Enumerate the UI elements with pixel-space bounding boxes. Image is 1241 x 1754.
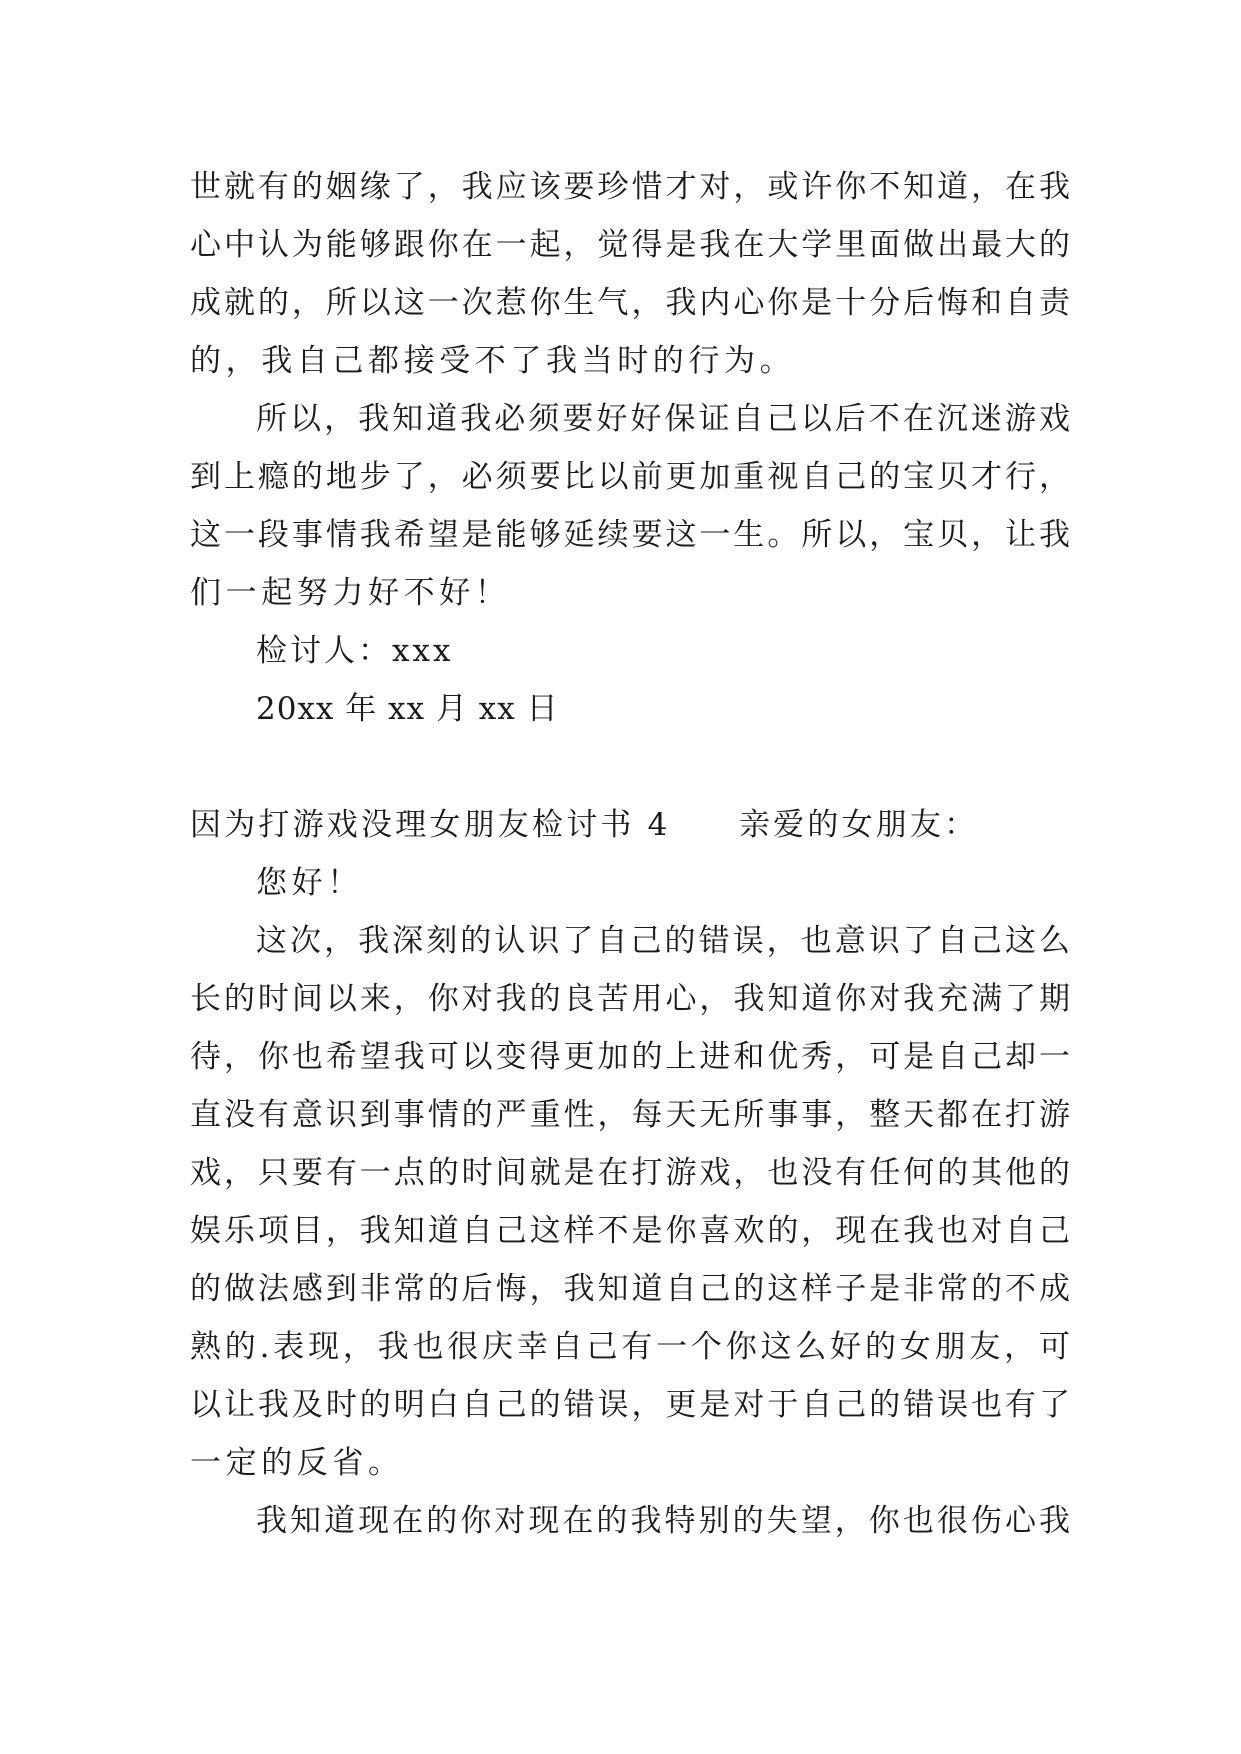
text-line: 所以，我知道我必须要好好保证自己以后不在沉迷游戏 [256, 401, 1070, 437]
text-line: 心中认为能够跟你在一起，觉得是我在大学里面做出最大的 [190, 227, 1070, 263]
text-line: 这一段事情我希望是能够延续要这一生。所以，宝贝，让我 [190, 517, 1070, 553]
text-line: 们一起努力好不好！ [190, 575, 511, 611]
text-line: 待，你也希望我可以变得更加的上进和优秀，可是自己却一 [190, 1039, 1070, 1075]
text-line: 戏，只要有一点的时间就是在打游戏，也没有任何的其他的 [190, 1155, 1070, 1191]
text-line: 的做法感到非常的后悔，我知道自己的这样子是非常的不成 [190, 1271, 1070, 1307]
text-line: 直没有意识到事情的严重性，每天无所事事，整天都在打游 [190, 1097, 1070, 1133]
greeting-line: 您好！ [256, 865, 363, 901]
text-line: 一定的反省。 [190, 1445, 404, 1481]
text-line: 以让我及时的明白自己的错误，更是对于自己的错误也有了 [190, 1387, 1070, 1423]
text-line: 我知道现在的你对现在的我特别的失望，你也很伤心我 [256, 1503, 1070, 1539]
text-line: 熟的.表现，我也很庆幸自己有一个你这么好的女朋友，可 [190, 1329, 1070, 1365]
date-line: 20xx 年 xx 月 xx 日 [256, 691, 559, 727]
text-line: 的，我自己都接受不了我当时的行为。 [190, 343, 796, 379]
text-line: 到上瘾的地步了，必须要比以前更加重视自己的宝贝才行， [190, 459, 1070, 495]
text-line: 娱乐项目，我知道自己这样不是你喜欢的，现在我也对自己 [190, 1213, 1070, 1249]
section-heading: 因为打游戏没理女朋友检讨书 4 亲爱的女朋友： [190, 807, 979, 843]
text-line: 世就有的姻缘了，我应该要珍惜才对，或许你不知道，在我 [190, 169, 1070, 205]
text-line: 成就的，所以这一次惹你生气，我内心你是十分后悔和自责 [190, 285, 1070, 321]
signer-line: 检讨人：xxx [256, 633, 454, 669]
text-line: 这次，我深刻的认识了自己的错误，也意识了自己这么 [256, 923, 1070, 959]
text-line: 长的时间以来，你对我的良苦用心，我知道你对我充满了期 [190, 981, 1070, 1017]
